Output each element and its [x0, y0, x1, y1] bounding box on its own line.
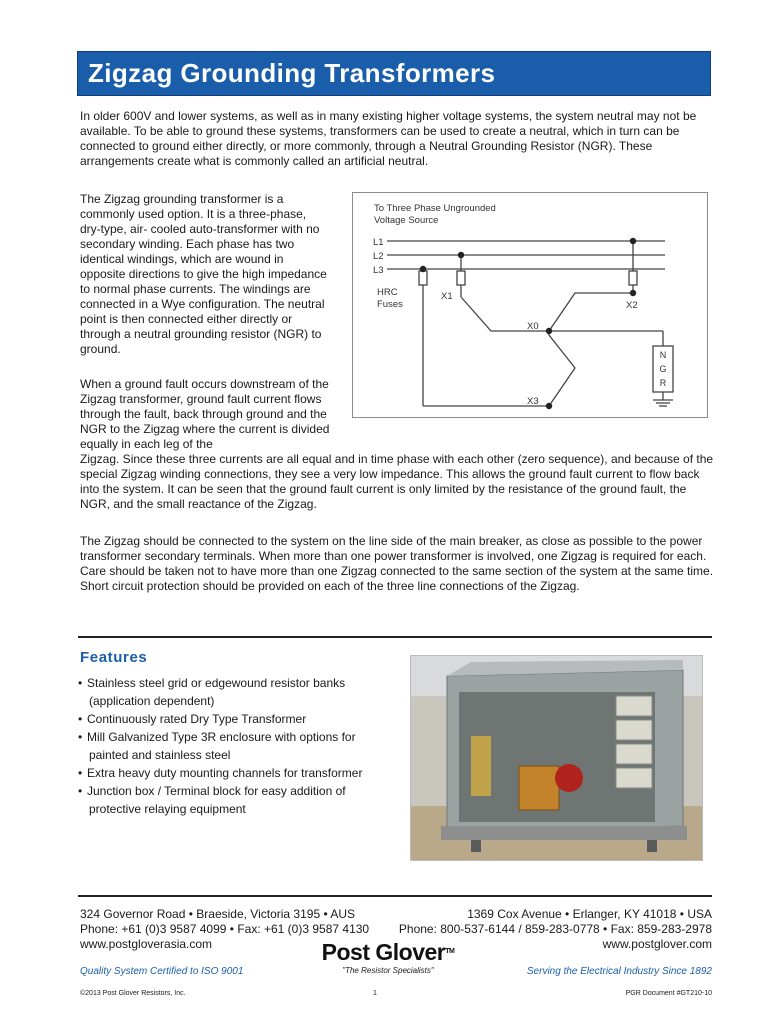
- node-label-x2: X2: [626, 300, 638, 311]
- feature-item-cont: painted and stainless steel: [89, 748, 231, 762]
- logo-name: Post Glover: [321, 939, 446, 965]
- fuse-label-fuses: Fuses: [377, 299, 403, 310]
- ngr-letter-n: N: [659, 350, 667, 360]
- footer-divider: [78, 895, 712, 897]
- features-list: [78, 674, 398, 818]
- node-label-x3: X3: [527, 396, 539, 407]
- usa-website-link[interactable]: www.postglover.com: [602, 937, 712, 951]
- features-title: Features: [80, 649, 148, 666]
- post-glover-logo: [314, 939, 462, 975]
- ground-fault-paragraph-cont: Zigzag. Since these three currents are all equal and in time phase with each other (zero sequence), and because of the special Zigzag winding connections, they see a very low impedance. This allows the ground fault current to flow back into the system. It can be seen that the ground fault current is only limited by the resistance of the ground fault, the NGR, and the small reactance of the Zigzag.: [80, 452, 714, 511]
- feature-item: • Stainless steel grid or edgewound resistor banks: [78, 676, 346, 690]
- intro-paragraph: In older 600V and lower systems, as well as in many existing higher voltage systems, the system neutral may not be available. To be able to ground these systems, transformers can be used to create a neutral, which in turn can be connected to ground either directly, or more commonly, through a Neutral Grounding Resistor (NGR). These arrangements create what is commonly called an artificial neutral.: [80, 109, 697, 168]
- line-label-l3: L3: [373, 265, 384, 276]
- feature-item: • Junction box / Terminal block for easy addition of: [78, 784, 346, 798]
- usa-phone: Phone: 800-537-6144 / 859-283-0778 • Fax: 859-283-2978: [398, 922, 712, 936]
- serving-since: Serving the Electrical Industry Since 1892: [526, 966, 712, 977]
- diagram-title-line2: Voltage Source: [374, 215, 439, 226]
- ngr-letter-r: R: [659, 378, 667, 388]
- aus-website-link[interactable]: www.postgloverasia.com: [80, 937, 213, 951]
- line-label-l1: L1: [373, 237, 384, 248]
- diagram-title-line1: To Three Phase Ungrounded: [374, 203, 496, 214]
- title-bar: [77, 51, 711, 96]
- page-title: Zigzag Grounding Transformers: [88, 58, 496, 88]
- feature-item-cont: (application dependent): [89, 694, 215, 708]
- fuse-icon: [457, 271, 465, 285]
- node-label-x1: X1: [441, 291, 453, 302]
- iso-certification: Quality System Certified to ISO 9001: [80, 966, 244, 977]
- fuse-label-hrc: HRC: [377, 287, 398, 298]
- winding-x0-x3: [549, 331, 575, 406]
- aus-phone: Phone: +61 (0)3 9587 4099 • Fax: +61 (0)3 9587 4130: [80, 922, 370, 936]
- transformer-enclosure-photo: [410, 655, 703, 861]
- feature-item: • Extra heavy duty mounting channels for transformer: [78, 766, 363, 780]
- feature-item-cont: protective relaying equipment: [89, 802, 246, 816]
- section-divider: [78, 636, 712, 638]
- fuse-icon: [419, 271, 427, 285]
- aus-address: 324 Governor Road • Braeside, Victoria 3195 • AUS: [80, 907, 356, 921]
- page-number: 1: [373, 990, 377, 997]
- line-label-l2: L2: [373, 251, 384, 262]
- zigzag-wiring-diagram: [352, 192, 708, 418]
- winding-x2-x0: [549, 293, 633, 331]
- ground-fault-paragraph: When a ground fault occurs downstream of the Zigzag transformer, ground fault current flows through the fault, back through ground and the NGR to the Zigzag where the current is divided equally in each leg of the: [80, 377, 330, 451]
- ngr-letter-g: G: [659, 364, 667, 374]
- node-label-x0: X0: [527, 321, 539, 332]
- copyright: ©2013 Post Glover Resistors, Inc.: [80, 990, 186, 997]
- logo-tm: TM: [445, 948, 455, 955]
- usa-address: 1369 Cox Avenue • Erlanger, KY 41018 • USA: [467, 907, 712, 921]
- zigzag-description: The Zigzag grounding transformer is a commonly used option. It is a three-phase, dry-type, air- cooled auto-transformer with no secondary winding. Each phase has two identical windings, which are wound in opposite directions to give the high impedance to normal phase currents. The windings are connected in a Wye configuration. The neutral point is then connected either directly or through a neutral grounding resistor (NGR) to ground.: [80, 192, 327, 356]
- logo-tagline: "The Resistor Specialists": [342, 966, 434, 975]
- feature-item: • Continuously rated Dry Type Transformer: [78, 712, 307, 726]
- fuse-icon: [629, 271, 637, 285]
- feature-item: • Mill Galvanized Type 3R enclosure with options for: [78, 730, 356, 744]
- document-number: PGR Document #GT210-10: [625, 990, 712, 997]
- connection-paragraph: The Zigzag should be connected to the system on the line side of the main breaker, as close as possible to the power transformer secondary terminals. When more than one power transformer is involved, one Zigzag is required for each. Care should be taken not to have more than one Zigzag connected to the same section of the system at the same time. Short circuit protection should be provided on each of the three line connections of the Zigzag.: [80, 534, 714, 593]
